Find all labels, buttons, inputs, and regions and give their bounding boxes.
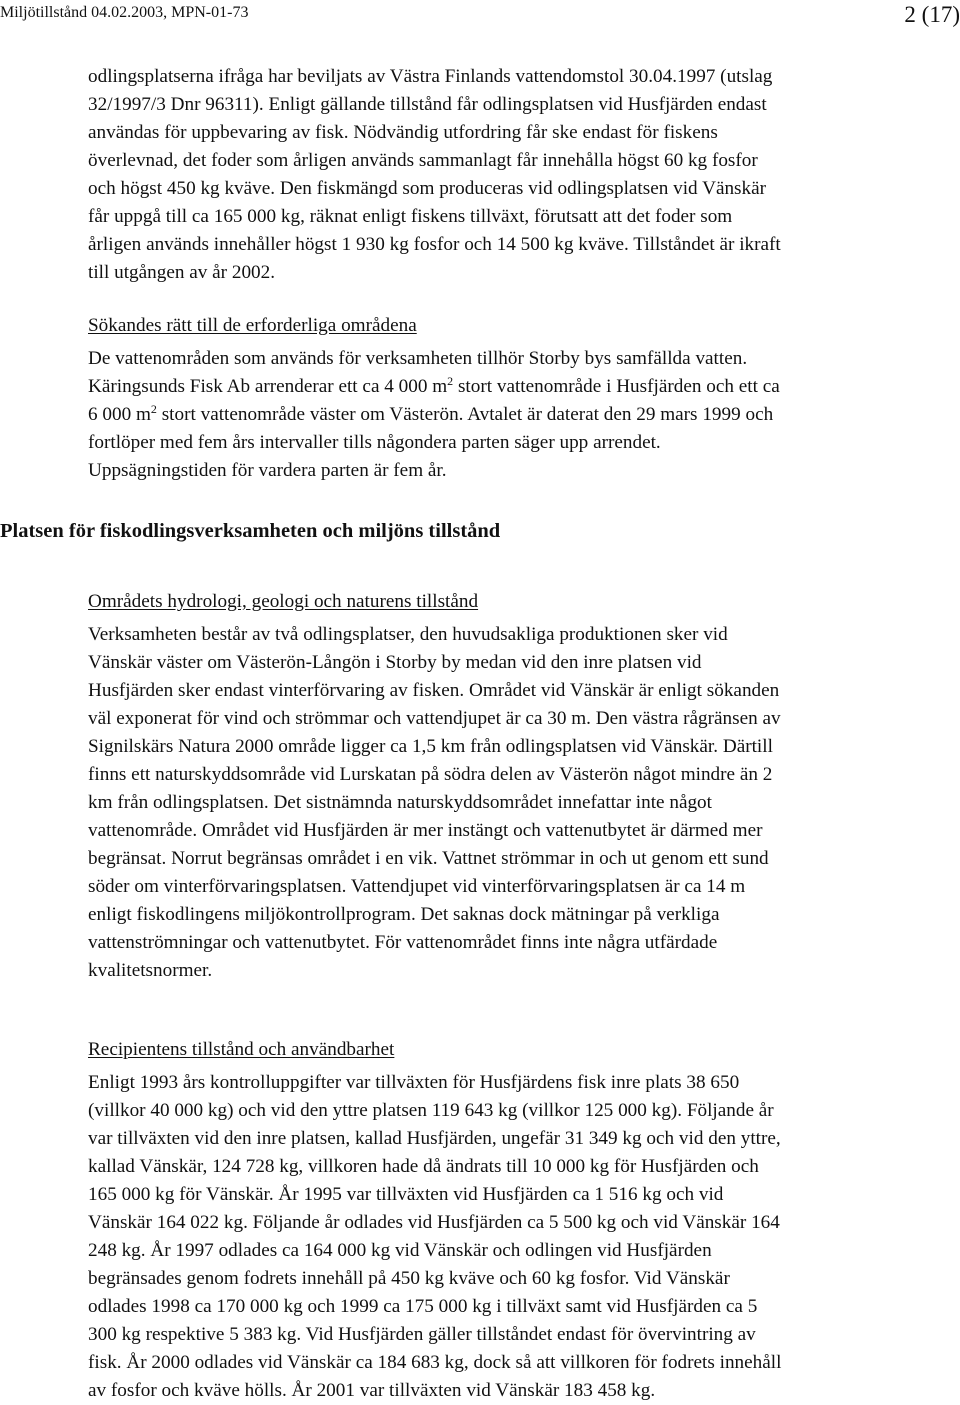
text-line: (villkor 40 000 kg) och vid den yttre platsen 119 643 kg (villkor 125 000 kg). Följande år (88, 1100, 774, 1121)
text-line: Enligt 1993 års kontrolluppgifter var tillväxten för Husfjärdens fisk inre plats 38 650 (88, 1072, 740, 1093)
text-line: 248 kg. År 1997 odlades ca 164 000 kg vid Vänskär och odlingen vid Husfjärden (88, 1240, 712, 1261)
text-line: söder om vinterförvaringsplatsen. Vattendjupet vid vinterförvaringsplatsen är ca 14 m (88, 876, 746, 897)
text-line: till utgången av år 2002. (88, 262, 276, 283)
text-line: av fosfor och kväve hölls. År 2001 var tillväxten vid Vänskär 183 458 kg. (88, 1380, 656, 1401)
superscript: 2 (447, 374, 454, 388)
text-line (88, 373, 780, 401)
text-line: kallad Vänskär, 124 728 kg, villkoren hade då ändrats till 10 000 kg för Husfjärden och (88, 1156, 759, 1177)
text-line (88, 401, 773, 429)
text-line: får uppgå till ca 165 000 kg, räknat enligt fiskens tillväxt, förutsatt att det foder som (88, 206, 733, 227)
text-line: kvalitetsnormer. (88, 960, 213, 981)
text-line: Vänskär väster om Västerön-Långön i Storby by medan vid den inre platsen vid (88, 652, 702, 673)
page-number: 2 (17) (904, 2, 960, 27)
text-line: användas för uppbevaring av fisk. Nödvändig utfordring får ske endast för fiskens (88, 122, 718, 143)
text-line: begränsat. Norrut begränsas området i en vik. Vattnet strömmar in och ut genom ett sund (88, 848, 769, 869)
text-line: årligen används innehåller högst 1 930 kg fosfor och 14 500 kg kväve. Tillståndet är ikraft (88, 234, 781, 255)
document-reference: Miljötillstånd 04.02.2003, MPN-01-73 (0, 4, 249, 21)
text-line: finns ett naturskyddsområde vid Lurskatan på södra delen av Västerön något mindre än 2 (88, 764, 773, 785)
text-line: fortlöper med fem års intervaller tills någondera parten säger upp arrendet. (88, 432, 661, 453)
section-heading: Områdets hydrologi, geologi och naturens tillstånd (88, 591, 479, 612)
text-line: odlades 1998 ca 170 000 kg och 1999 ca 175 000 kg i tillväxt samt vid Husfjärden ca 5 (88, 1296, 758, 1317)
text-line: väl exponerat för vind och strömmar och vattendjupet är ca 30 m. Den västra rågränsen av (88, 708, 781, 729)
section-heading: Sökandes rätt till de erforderliga områdena (88, 315, 417, 336)
text-line: De vattenområden som används för verksamheten tillhör Storby bys samfällda vatten. (88, 348, 748, 369)
text-line: fisk. År 2000 odlades vid Vänskär ca 184 683 kg, dock så att villkoren för fodrets innehåll (88, 1352, 782, 1373)
text-line: km från odlingsplatsen. Det sistnämnda naturskyddsområdet innefattar inte något (88, 792, 712, 813)
text-line: odlingsplatserna ifråga har beviljats av Västra Finlands vattendomstol 30.04.1997 (utslag (88, 66, 773, 87)
superscript: 2 (150, 402, 157, 416)
text-segment: 6 000 m (88, 404, 151, 425)
text-line: Signilskärs Natura 2000 område ligger ca 1,5 km från odlingsplatsen vid Vänskär. Därtill (88, 736, 773, 757)
text-line: Uppsägningstiden för vardera parten är fem år. (88, 460, 447, 481)
text-segment: stort vattenområde väster om Västerön. Avtalet är daterat den 29 mars 1999 och (156, 404, 774, 425)
section-heading: Recipientens tillstånd och användbarhet (88, 1039, 395, 1060)
text-line: överlevnad, det foder som årligen används sammanlagt får innehålla högst 60 kg fosfor (88, 150, 758, 171)
text-line: 300 kg respektive 5 383 kg. Vid Husfjärden gäller tillståndet endast för övervintring av (88, 1324, 756, 1345)
text-segment: Käringsunds Fisk Ab arrenderar ett ca 4 000 m (88, 376, 448, 397)
text-line: 165 000 kg för Vänskär. År 1995 var tillväxten vid Husfjärden ca 1 516 kg och vid (88, 1184, 724, 1205)
text-line: vattenströmningar och vattenutbytet. För vattenområdet finns inte några utfärdade (88, 932, 718, 953)
main-heading: Platsen för fiskodlingsverksamheten och miljöns tillstånd (0, 520, 501, 542)
text-line: begränsades genom fodrets innehåll på 450 kg kväve och 60 kg fosfor. Vid Vänskär (88, 1268, 730, 1289)
text-line: Vänskär 164 022 kg. Följande år odlades vid Husfjärden ca 5 500 kg och vid Vänskär 164 (88, 1212, 780, 1233)
text-line: enligt fiskodlingens miljökontrollprogram. Det saknas dock mätningar på verkliga (88, 904, 720, 925)
text-line: vattenområde. Området vid Husfjärden är mer instängt och vattenutbytet är därmed mer (88, 820, 763, 841)
text-line: och högst 450 kg kväve. Den fiskmängd som produceras vid odlingsplatsen vid Vänskär (88, 178, 767, 199)
text-line: var tillväxten vid den inre platsen, kallad Husfjärden, ungefär 31 349 kg och vid den yttre, (88, 1128, 781, 1149)
text-line: Verksamheten består av två odlingsplatser, den huvudsakliga produktionen sker vid (88, 624, 728, 645)
text-segment: stort vattenområde i Husfjärden och ett ca (453, 376, 780, 397)
text-line: Husfjärden sker endast vinterförvaring av fisken. Området vid Vänskär är enligt sökanden (88, 680, 780, 701)
text-line: 32/1997/3 Dnr 96311). Enligt gällande tillstånd får odlingsplatsen vid Husfjärden endast (88, 94, 767, 115)
